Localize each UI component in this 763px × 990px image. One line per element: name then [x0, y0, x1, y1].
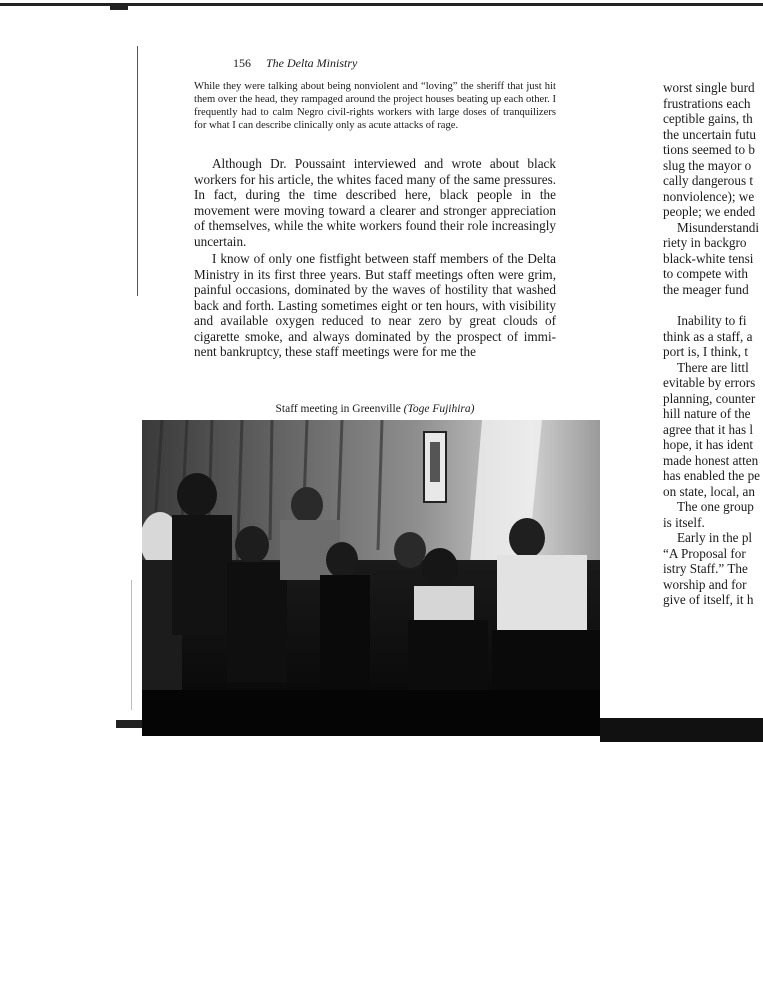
- body-paragraph: I know of only one fistfight between staff members of the Delta Ministry in its first three years. But staff meetings often were grim, painful occasions, dominated by the waves of hostility that washed back and forth. Lasting sometimes eight or ten hours, with visibility and available oxygen reduced to near zero by great clouds of cigarette smoke, and always dominated by the prospect of immi- nent bankruptcy, these staff meetings were for me the: [194, 251, 556, 359]
- text-line: istry Staff.” The: [663, 561, 748, 576]
- text-line: planning, counter: [663, 390, 756, 406]
- caption-text: Staff meeting in Greenville: [275, 403, 401, 415]
- photo-credit: (Toge Fujihira): [403, 403, 475, 415]
- staff-meeting-photo: [142, 420, 600, 736]
- running-head: [233, 56, 357, 71]
- text-line: frustrations each: [663, 95, 751, 111]
- text-line: on state, local, an: [663, 483, 755, 499]
- text-line: made honest atten: [663, 452, 759, 468]
- page-edge-shadow: [600, 718, 763, 742]
- text-line: the meager fund: [663, 281, 749, 297]
- page-edge-mark: [110, 4, 128, 10]
- text-line: Early in the pl: [677, 530, 753, 545]
- page-margin-line-lower: [131, 580, 132, 710]
- text-line: cally dangerous t: [663, 173, 754, 188]
- page-margin-line: [137, 46, 138, 296]
- text-line: black-white tensi: [663, 250, 754, 266]
- left-column-body: [194, 156, 556, 360]
- text-line: has enabled the pe: [663, 468, 761, 483]
- text-line: agree that it has l: [663, 421, 754, 437]
- text-line: nonviolence); we: [663, 188, 755, 204]
- text-line: There are littl: [677, 359, 749, 375]
- text-line: ceptible gains, th: [663, 111, 753, 126]
- photo-caption: [194, 403, 556, 415]
- photo-illustration: [142, 420, 600, 736]
- text-line: port is, I think, t: [663, 344, 748, 359]
- text-line: is itself.: [663, 514, 705, 530]
- text-line: evitable by errors: [663, 375, 756, 390]
- text-line: the uncertain futu: [663, 126, 757, 142]
- book-title: The Delta Ministry: [266, 56, 358, 70]
- block-quote-text: While they were talking about being nonviolent and “loving” the sheriff that just hit them over the head, they rampaged around the project houses beating up each other. I frequently had to calm Negro civil-rights workers with large doses of tranquilizers for what I can describe clinically only as acute attacks of rage.: [194, 81, 556, 131]
- text-line: tions seemed to b: [663, 142, 755, 157]
- text-line: Inability to fi: [677, 313, 747, 328]
- body-paragraph: Although Dr. Poussaint interviewed and wrote about black workers for his article, the whites faced many of the same pressures. In fact, during the time described here, black people in the movement were moving toward a clearer and stronger appreciation of themselves, while the white workers found their role increasingly uncertain.: [194, 156, 556, 249]
- text-line: worship and for: [663, 576, 747, 592]
- block-quote: [194, 80, 556, 132]
- text-line: The one group: [677, 499, 754, 514]
- text-line: Misunderstandi: [677, 219, 760, 235]
- text-line: think as a staff, a: [663, 328, 753, 344]
- text-line: riety in backgro: [663, 235, 747, 250]
- text-line: worst single burd: [663, 80, 755, 95]
- text-line: give of itself, it h: [663, 592, 754, 607]
- page-number: 156: [233, 56, 251, 70]
- text-line: hope, it has ident: [663, 437, 754, 452]
- text-line: hill nature of the: [663, 406, 751, 421]
- text-line: “A Proposal for: [663, 545, 746, 561]
- paragraph-gap: [663, 297, 763, 313]
- text-line: to compete with: [663, 266, 748, 281]
- text-line: people; we ended: [663, 204, 756, 219]
- right-column-body: [663, 80, 763, 608]
- text-line: slug the mayor o: [663, 157, 752, 173]
